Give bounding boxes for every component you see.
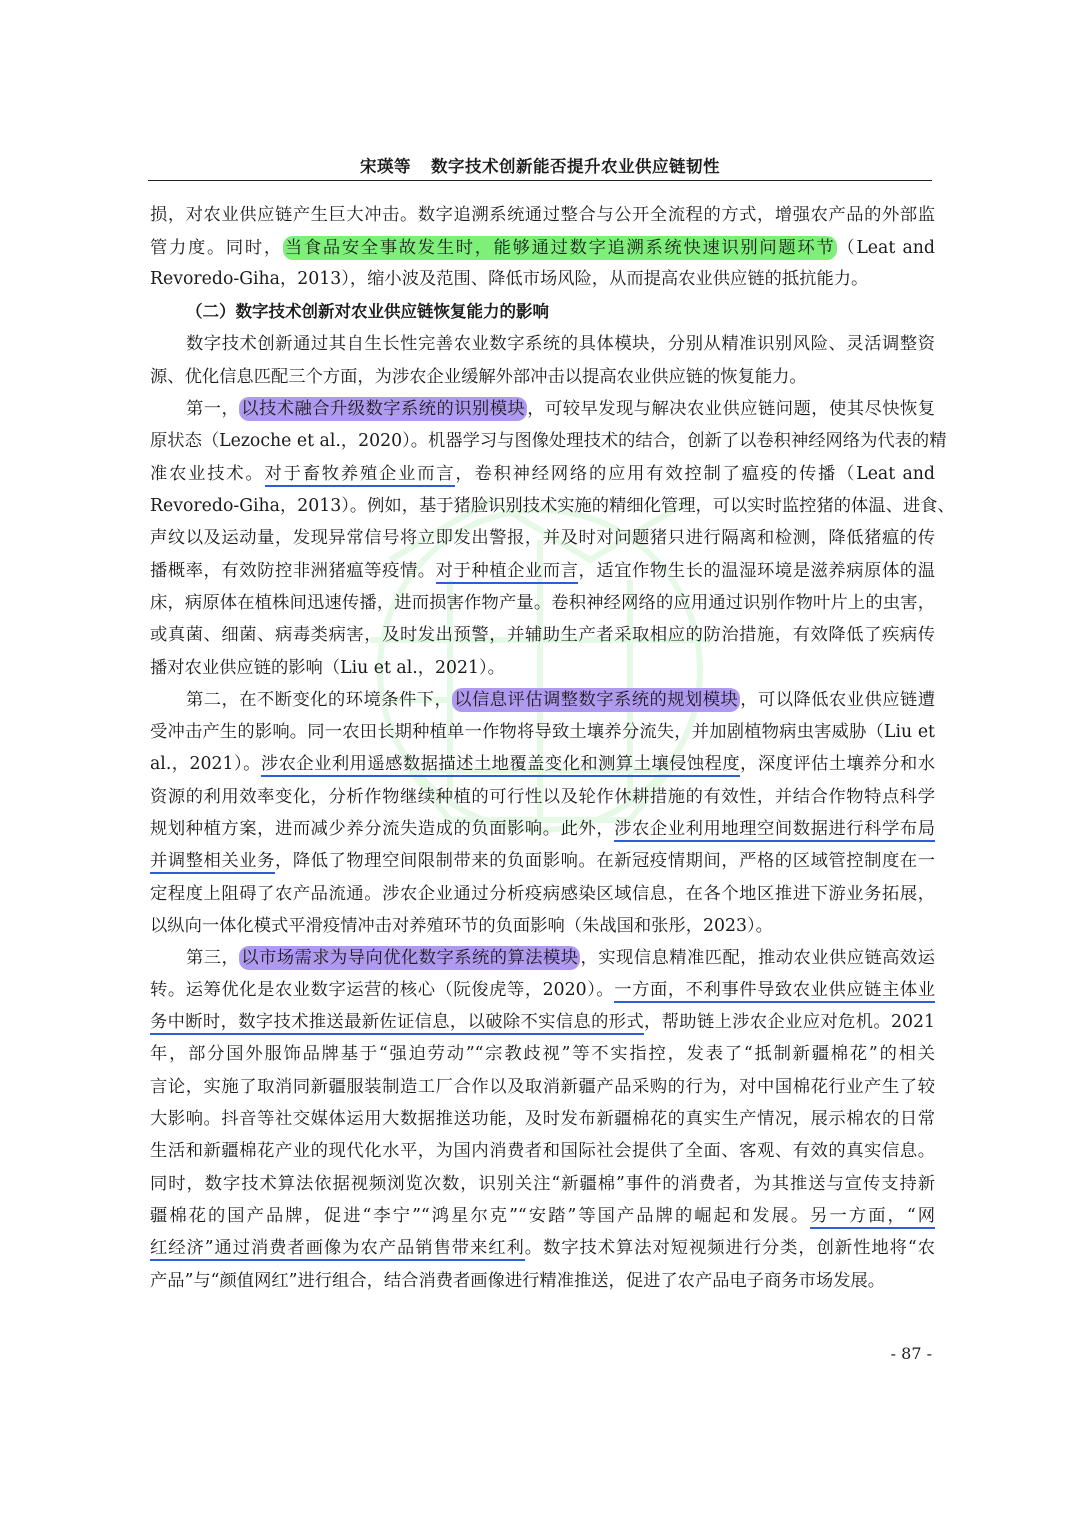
underlined-phrase: 涉农企业利用遥感数据描述土地覆盖变化和测算土壤侵蚀程度 <box>261 754 740 777</box>
text-line <box>150 263 935 295</box>
text-line <box>150 232 935 264</box>
text-segment: 。数字技术算法对短视频进行分类，创新性地将“农 <box>524 1238 935 1258</box>
text-line <box>150 490 955 522</box>
text-line <box>150 1265 935 1297</box>
underlined-phrase: 红经济”通过消费者画像为农产品销售带来红利 <box>150 1238 525 1261</box>
text-line <box>150 361 935 393</box>
text-segment: Revoredo-Giha，2013），缩小波及范围、降低市场风险，从而提高农业供应链的抵抗能力。 <box>150 269 869 289</box>
text-segment: 大影响。抖音等社交媒体运用大数据推送功能，及时发布新疆棉花的真实生产情况，展示棉农的日常 <box>150 1109 935 1129</box>
underlined-phrase: 对于畜牧养殖企业而言 <box>265 464 456 487</box>
text-segment: 准农业技术。 <box>150 464 265 484</box>
text-line <box>150 781 935 813</box>
header-rule <box>148 180 932 181</box>
text-line <box>150 1168 935 1200</box>
text-segment: 播概率，有效防控非洲猪瘟等疫情。 <box>150 561 436 581</box>
text-segment: 源、优化信息匹配三个方面，为涉农企业缓解外部冲击以提高农业供应链的恢复能力。 <box>150 367 807 387</box>
text-segment: ，可以降低农业供应链遭 <box>740 690 935 710</box>
text-segment: 第二，在不断变化的环境条件下， <box>186 690 453 710</box>
text-line <box>150 619 935 651</box>
text-line <box>150 555 935 587</box>
underlined-phrase: 一方面，不利事件导致农业供应链主体业 <box>614 980 935 1003</box>
text-line <box>150 910 935 942</box>
text-segment: 以纵向一体化模式平滑疫情冲击对养殖环节的负面影响（朱战国和张彤，2023）。 <box>150 916 773 936</box>
highlighted-phrase: 以市场需求为导向优化数字系统的算法模块 <box>241 948 579 968</box>
highlighted-phrase: 以信息评估调整数字系统的规划模块 <box>454 690 739 710</box>
text-segment: 定程度上阻碍了农产品流通。涉农企业通过分析疫病感染区域信息，在各个地区推进下游业务拓展， <box>150 884 935 904</box>
text-segment: 第三， <box>186 948 240 968</box>
text-line <box>150 748 935 780</box>
text-segment: 受冲击产生的影响。同一农田长期种植单一作物将导致土壤养分流失，并加剧植物病虫害威胁（Liu et <box>150 722 935 742</box>
text-segment: 播对农业供应链的影响（Liu et al.，2021）。 <box>150 658 505 678</box>
text-segment: ，可较早发现与解决农业供应链问题，使其尽快恢复 <box>527 399 935 419</box>
text-line <box>150 974 935 1006</box>
text-segment: 原状态（Lezoche et al.，2020）。机器学习与图像处理技术的结合，创新了以卷积神经网络为代表的精 <box>150 431 947 451</box>
text-segment: 资源的利用效率变化，分析作物继续种植的可行性以及轮作休耕措施的有效性，并结合作物特点科学 <box>150 787 935 807</box>
section-heading <box>186 296 935 328</box>
highlighted-phrase: 以技术融合升级数字系统的识别模块 <box>241 399 526 419</box>
text-line <box>186 684 935 716</box>
text-line <box>150 199 935 231</box>
text-line <box>150 1232 935 1264</box>
text-line <box>150 716 935 748</box>
text-line <box>150 425 947 457</box>
text-segment: 生活和新疆棉花产业的现代化水平，为国内消费者和国际社会提供了全面、客观、有效的真实信息。 <box>150 1141 935 1161</box>
text-segment: al.，2021）。 <box>150 754 261 774</box>
text-line <box>150 1006 935 1038</box>
text-line <box>186 328 935 360</box>
text-line <box>186 393 935 425</box>
text-segment: 或真菌、细菌、病毒类病害，及时发出预警，并辅助生产者采取相应的防治措施，有效降低了疾病传 <box>150 625 935 645</box>
text-line <box>150 652 935 684</box>
text-segment: 年，部分国外服饰品牌基于“强迫劳动”“宗教歧视”等不实指控，发表了“抵制新疆棉花”的相关 <box>150 1044 935 1064</box>
highlighted-phrase: 当食品安全事故发生时，能够通过数字追溯系统快速识别问题环节 <box>284 238 836 258</box>
text-line <box>150 1038 935 1070</box>
header-title: 数字技术创新能否提升农业供应链韧性 <box>431 157 720 176</box>
text-segment: 规划种植方案，进而减少养分流失造成的负面影响。此外， <box>150 819 615 839</box>
running-header <box>148 156 932 178</box>
page-number: - 87 - <box>890 1344 932 1363</box>
text-line <box>150 1135 935 1167</box>
text-segment: （二）数字技术创新对农业供应链恢复能力的影响 <box>186 302 549 321</box>
text-segment: 言论，实施了取消同新疆服装制造工厂合作以及取消新疆产品采购的行为，对中国棉花行业产生了较 <box>150 1077 935 1097</box>
text-line <box>150 458 935 490</box>
text-segment: ，降低了物理空间限制带来的负面影响。在新冠疫情期间，严格的区域管控制度在一 <box>274 851 935 871</box>
text-segment: 声纹以及运动量，发现异常信号将立即发出警报，并及时对问题猪只进行隔离和检测，降低猪瘟的传 <box>150 528 935 548</box>
underlined-phrase: 并调整相关业务 <box>150 851 275 874</box>
text-line <box>186 942 935 974</box>
text-line <box>150 587 935 619</box>
text-line <box>150 813 935 845</box>
text-segment: ，适宜作物生长的温湿环境是滋养病原体的温 <box>578 561 935 581</box>
text-line <box>150 1200 935 1232</box>
text-segment: 同时，数字技术算法依据视频浏览次数，识别关注“新疆棉”事件的消费者，为其推送与宣传支持新 <box>150 1174 935 1194</box>
text-line <box>150 1103 935 1135</box>
text-segment: ，帮助链上涉农企业应对危机。2021 <box>644 1012 935 1032</box>
text-segment: 产品”与“颜值网红”进行组合，结合消费者画像进行精准推送，促进了农产品电子商务市场发展。 <box>150 1271 886 1291</box>
text-line <box>150 1071 935 1103</box>
text-segment: 管力度。同时， <box>150 238 283 258</box>
header-authors: 宋瑛等 <box>360 157 411 176</box>
text-line <box>150 845 935 877</box>
text-segment: 第一， <box>186 399 240 419</box>
underlined-phrase: 务中断时，数字技术推送最新佐证信息，以破除不实信息的形式 <box>150 1012 644 1035</box>
text-segment: Revoredo-Giha，2013）。例如，基于猪脸识别技术实施的精细化管理，可以实时监控猪的体温、进食、 <box>150 496 955 516</box>
text-segment: （Leat and <box>837 238 935 258</box>
text-segment: 床，病原体在植株间迅速传播，进而损害作物产量。卷积神经网络的应用通过识别作物叶片上的虫害， <box>150 593 935 613</box>
text-line <box>150 878 935 910</box>
text-segment: 损，对农业供应链产生巨大冲击。数字追溯系统通过整合与公开全流程的方式，增强农产品的外部监 <box>150 205 935 225</box>
text-segment: 疆棉花的国产品牌，促进“李宁”“鸿星尔克”“安踏”等国产品牌的崛起和发展。 <box>150 1206 811 1226</box>
text-segment: ，卷积神经网络的应用有效控制了瘟疫的传播（Leat and <box>455 464 935 484</box>
text-segment: ，深度评估土壤养分和水 <box>740 754 935 774</box>
text-segment: 数字技术创新通过其自生长性完善农业数字系统的具体模块，分别从精准识别风险、灵活调整资 <box>186 334 935 354</box>
underlined-phrase: 涉农企业利用地理空间数据进行科学布局 <box>614 819 935 842</box>
underlined-phrase: 另一方面，“网 <box>810 1206 935 1229</box>
underlined-phrase: 对于种植企业而言 <box>436 561 579 584</box>
text-segment: 转。运筹优化是农业数字运营的核心（阮俊虎等，2020）。 <box>150 980 615 1000</box>
text-line <box>150 522 935 554</box>
text-segment: ，实现信息精准匹配，推动农业供应链高效运 <box>580 948 935 968</box>
